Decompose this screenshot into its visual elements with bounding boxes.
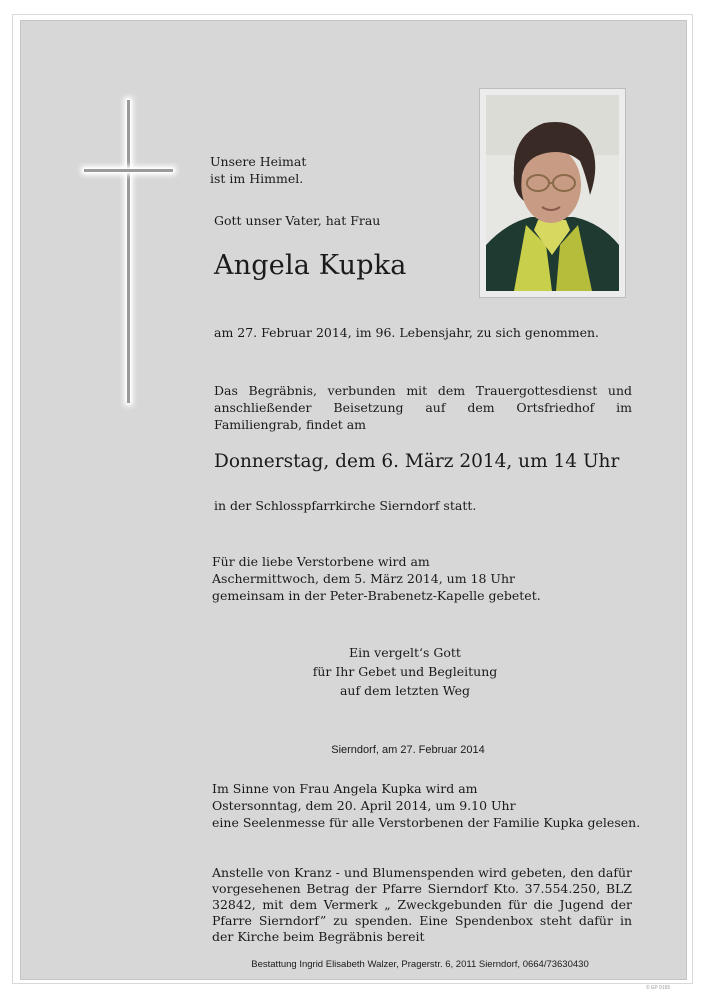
death-notice: am 27. Februar 2014, im 96. Lebensjahr, zu sich genommen.	[214, 325, 600, 340]
prayer-line: Aschermittwoch, dem 5. März 2014, um 18 Uhr	[212, 571, 515, 586]
motto	[210, 153, 306, 187]
prayer-line: gemeinsam in der Peter-Brabenetz-Kapelle gebetet.	[212, 588, 541, 603]
prayer-notice	[212, 553, 541, 604]
thanks-block	[270, 643, 540, 700]
thanks-line: auf dem letzten Weg	[339, 683, 470, 698]
memorial-mass	[212, 780, 640, 831]
funeral-date: Donnerstag, dem 6. März 2014, um 14 Uhr	[214, 451, 620, 472]
church-location: in der Schlosspfarrkirche Sierndorf statt.	[214, 498, 477, 513]
intro-text: Gott unser Vater, hat Frau	[214, 213, 381, 228]
copyright-mark: © EP 9165	[646, 985, 671, 991]
portrait-image	[486, 95, 619, 291]
mass-line: Ostersonntag, dem 20. April 2014, um 9.10 Uhr	[212, 798, 516, 813]
cross-icon-bar	[84, 169, 173, 172]
cross-icon	[127, 100, 130, 403]
deceased-name: Angela Kupka	[214, 250, 407, 281]
place-date: Sierndorf, am 27. Februar 2014	[331, 744, 485, 756]
motto-line: ist im Himmel.	[210, 171, 304, 186]
mass-line: Im Sinne von Frau Angela Kupka wird am	[212, 781, 478, 796]
portrait-photo	[479, 88, 626, 298]
prayer-line: Für die liebe Verstorbene wird am	[212, 554, 430, 569]
mass-line: eine Seelenmesse für alle Verstorbenen der Familie Kupka gelesen.	[212, 815, 641, 830]
undertaker-footer: Bestattung Ingrid Elisabeth Walzer, Pragerstr. 6, 2011 Sierndorf, 0664/73630430	[251, 959, 589, 970]
motto-line: Unsere Heimat	[210, 154, 307, 169]
thanks-line: Ein vergelt‘s Gott	[349, 645, 461, 660]
donation-paragraph: Anstelle von Kranz - und Blumenspenden wird gebeten, den dafür vorgesehenen Betrag der Pfarre Sierndorf Kto. 37.554.250, BLZ 32842, mit dem Vermerk „ Zweckgebunden für die Jugend der Pfarre Sierndorf” zu spenden. Eine Spendenbox steht dafür in der Kirche beim Begräbnis bereit	[212, 865, 632, 944]
thanks-line: für Ihr Gebet und Begleitung	[312, 664, 498, 679]
funeral-paragraph: Das Begräbnis, verbunden mit dem Trauergottesdienst und anschließender Beisetzung auf dem Ortsfriedhof im Familiengrab, findet am	[214, 383, 632, 432]
